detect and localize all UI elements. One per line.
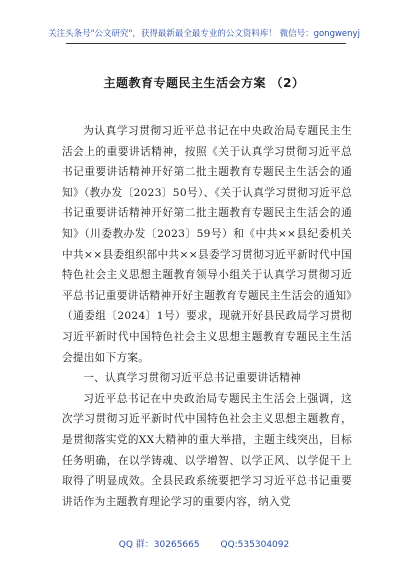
document-title: 主题教育专题民主生活会方案 （2） xyxy=(103,76,305,90)
document-body xyxy=(62,121,352,512)
footer-qq-number: QQ:535304092 xyxy=(220,540,290,550)
footer-qq-group: QQ 群：30265665 xyxy=(118,540,200,550)
header-divider xyxy=(66,43,346,44)
footer-contact xyxy=(0,537,408,550)
section-heading: 一、认真学习贯彻习近平总书记重要讲话精神 xyxy=(83,372,302,385)
intro-paragraph: 为认真学习贯彻习近平总书记在中央政治局专题民主生活会上的重要讲话精神，按照《关于认真学习贯彻习近平总书记重要讲话精神开好第二批主题教育专题民主生活会的通知》（教办发〔2023〕50号）、《关于认真学习贯彻习近平总书记重要讲话精神开好第二批主题教育专题民主生活会的通知》（川委教办发〔2023〕59号）和《中共××县纪委机关中共××县委组织部中共××县委学习贯彻习近平新时代中国特色社会主义思想主题教育领导小组关于认真学习贯彻习近平总书记重要讲话精神开好主题教育专题民主生活会的通知》（通委组〔2024〕1号）要求，现就开好县民政局学习贯彻习近平新时代中国特色社会主义思想主题教育专题民主生活会提出如下方案。 xyxy=(62,125,352,364)
body-paragraph: 习近平总书记在中央政治局专题民主生活会上强调，这次学习贯彻习近平新时代中国特色社会主义思想主题教育，是贯彻落实党的XX大精神的重大举措，主题主线突出，目标任务明确，在以学铸魂、以学增智、以学正风、以学促干上取得了明显成效。全县民政系统要把学习习近平总书记重要讲话作为主题教育理论学习的重要内容，纳入党 xyxy=(62,392,352,508)
header-note: 关注头条号"公文研究"，获得最新最全最专业的公文资料库！ 微信号：gongwenyj xyxy=(48,29,360,39)
